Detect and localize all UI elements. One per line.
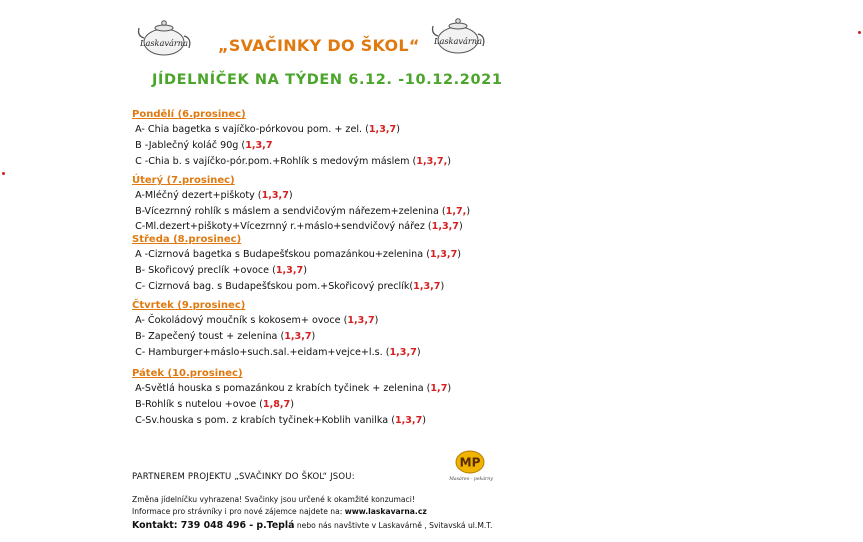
allergen-codes: 1,7,: [445, 206, 467, 217]
menu-item: C- Hamburger+máslo+such.sal.+eidam+vejce+l.s. (1,3,7): [135, 347, 421, 358]
laskavarna-logo-left: [136, 14, 192, 60]
allergen-codes: 1,3,7: [429, 249, 458, 260]
partner-logo-text: MP: [459, 455, 481, 470]
allergen-codes: 1,3,7: [394, 415, 423, 426]
footer: [132, 494, 492, 534]
day-section-monday: [132, 108, 552, 170]
day-label: Středa (8.prosinec): [132, 234, 242, 245]
menu-item: C -Chia b. s vajíčko-pór.pom.+Rohlík s medovým máslem (1,3,7,): [135, 156, 452, 167]
day-label: Úterý (7.prosinec): [132, 175, 235, 186]
weekly-menu: [132, 108, 552, 429]
contact-phone: Kontakt: 739 048 496 - p.Teplá: [132, 520, 295, 531]
menu-item: B -Jablečný koláč 90g (1,3,7: [135, 140, 273, 151]
laskavarna-logo-right: [430, 12, 486, 58]
menu-item: A- Čokoládový moučník s kokosem+ ovoce (1,3,7): [135, 315, 379, 326]
menu-item: B- Skořicový preclík +ovoce (1,3,7): [135, 265, 307, 276]
menu-item: C-Sv.houska s pom. z krabích tyčinek+Koblih vanilka (1,3,7): [135, 415, 427, 426]
allergen-codes: 1,3,7: [347, 315, 375, 326]
allergen-codes: 1,7: [430, 383, 448, 394]
allergen-codes: 1,3,7: [261, 190, 289, 201]
menu-item: B-Rohlík s nutelou +ovoe (1,8,7): [135, 399, 294, 410]
menu-item: C- Cizrnová bag. s Budapešťskou pom.+Skořicový preclík(1,3,7): [135, 281, 445, 292]
decorative-dot: [858, 31, 861, 34]
info-line: Informace pro strávníky i pro nové zájemce najdete na: www.laskavarna.cz: [132, 507, 427, 516]
disclaimer-text: Změna jídelníčku vyhrazena! Svačinky jsou určené k okamžité konzumaci!: [132, 495, 415, 504]
allergen-codes: 1,3,7: [368, 124, 397, 135]
teapot-icon: [136, 14, 192, 60]
allergen-codes: 1,3,7: [284, 331, 312, 342]
partner-text: PARTNEREM PROJEKTU „SVAČINKY DO ŠKOL“ JSOU:: [132, 472, 355, 482]
menu-item: A-Světlá houska s pomazánkou z krabích tyčinek + zelenina (1,7): [135, 383, 452, 394]
allergen-codes: 1,3,7,: [416, 156, 448, 167]
partner-logo-mp: [446, 450, 496, 484]
day-section-wednesday: [132, 233, 552, 295]
day-label: Pondělí (6.prosinec): [132, 109, 246, 120]
allergen-codes: 1,3,7: [431, 221, 459, 232]
logo-text: Laskavárna: [434, 36, 482, 46]
menu-item: C-Ml.dezert+piškoty+Vícezrnný r.+máslo+sendvičový nářez (1,3,7): [135, 221, 463, 232]
decorative-dot: [2, 172, 5, 175]
menu-week-heading: JÍDELNÍČEK NA TÝDEN 6.12. -10.12.2021: [152, 72, 503, 88]
day-label: Pátek (10.prosinec): [132, 368, 243, 379]
menu-item: B- Zapečený toust + zelenina (1,3,7): [135, 331, 316, 342]
contact-line: [132, 518, 492, 534]
allergen-codes: 1,3,7: [413, 281, 441, 292]
allergen-codes: 1,8,7: [262, 399, 291, 410]
website-link[interactable]: www.laskavarna.cz: [344, 507, 427, 516]
menu-item: A -Cizrnová bagetka s Budapešťskou pomazánkou+zelenina (1,3,7): [135, 249, 462, 260]
menu-item: A-Mléčný dezert+piškoty (1,3,7): [135, 190, 293, 201]
day-section-friday: [132, 367, 552, 429]
teapot-icon: [430, 12, 486, 58]
allergen-codes: 1,3,7: [245, 140, 273, 151]
menu-item: A- Chia bagetka s vajíčko-pórkovou pom. + zel. (1,3,7): [135, 124, 400, 135]
day-label: Čtvrtek (9.prosinec): [132, 300, 246, 311]
menu-item: B-Vícezrnný rohlík s máslem a sendvičovým nářezem+zelenina (1,7,): [135, 206, 471, 217]
partner-logo-subtext: Masáreo - pekárny: [449, 477, 493, 482]
allergen-codes: 1,3,7: [275, 265, 304, 276]
logo-text: Laskavárna: [140, 38, 188, 48]
allergen-codes: 1,3,7: [389, 347, 417, 358]
contact-address: nebo nás navštivte v Laskavárně , Svitavská ul.M.T.: [294, 521, 493, 530]
day-section-thursday: [132, 299, 552, 361]
day-section-tuesday: [132, 174, 552, 233]
page-title: „SVAČINKY DO ŠKOL“: [218, 36, 420, 55]
